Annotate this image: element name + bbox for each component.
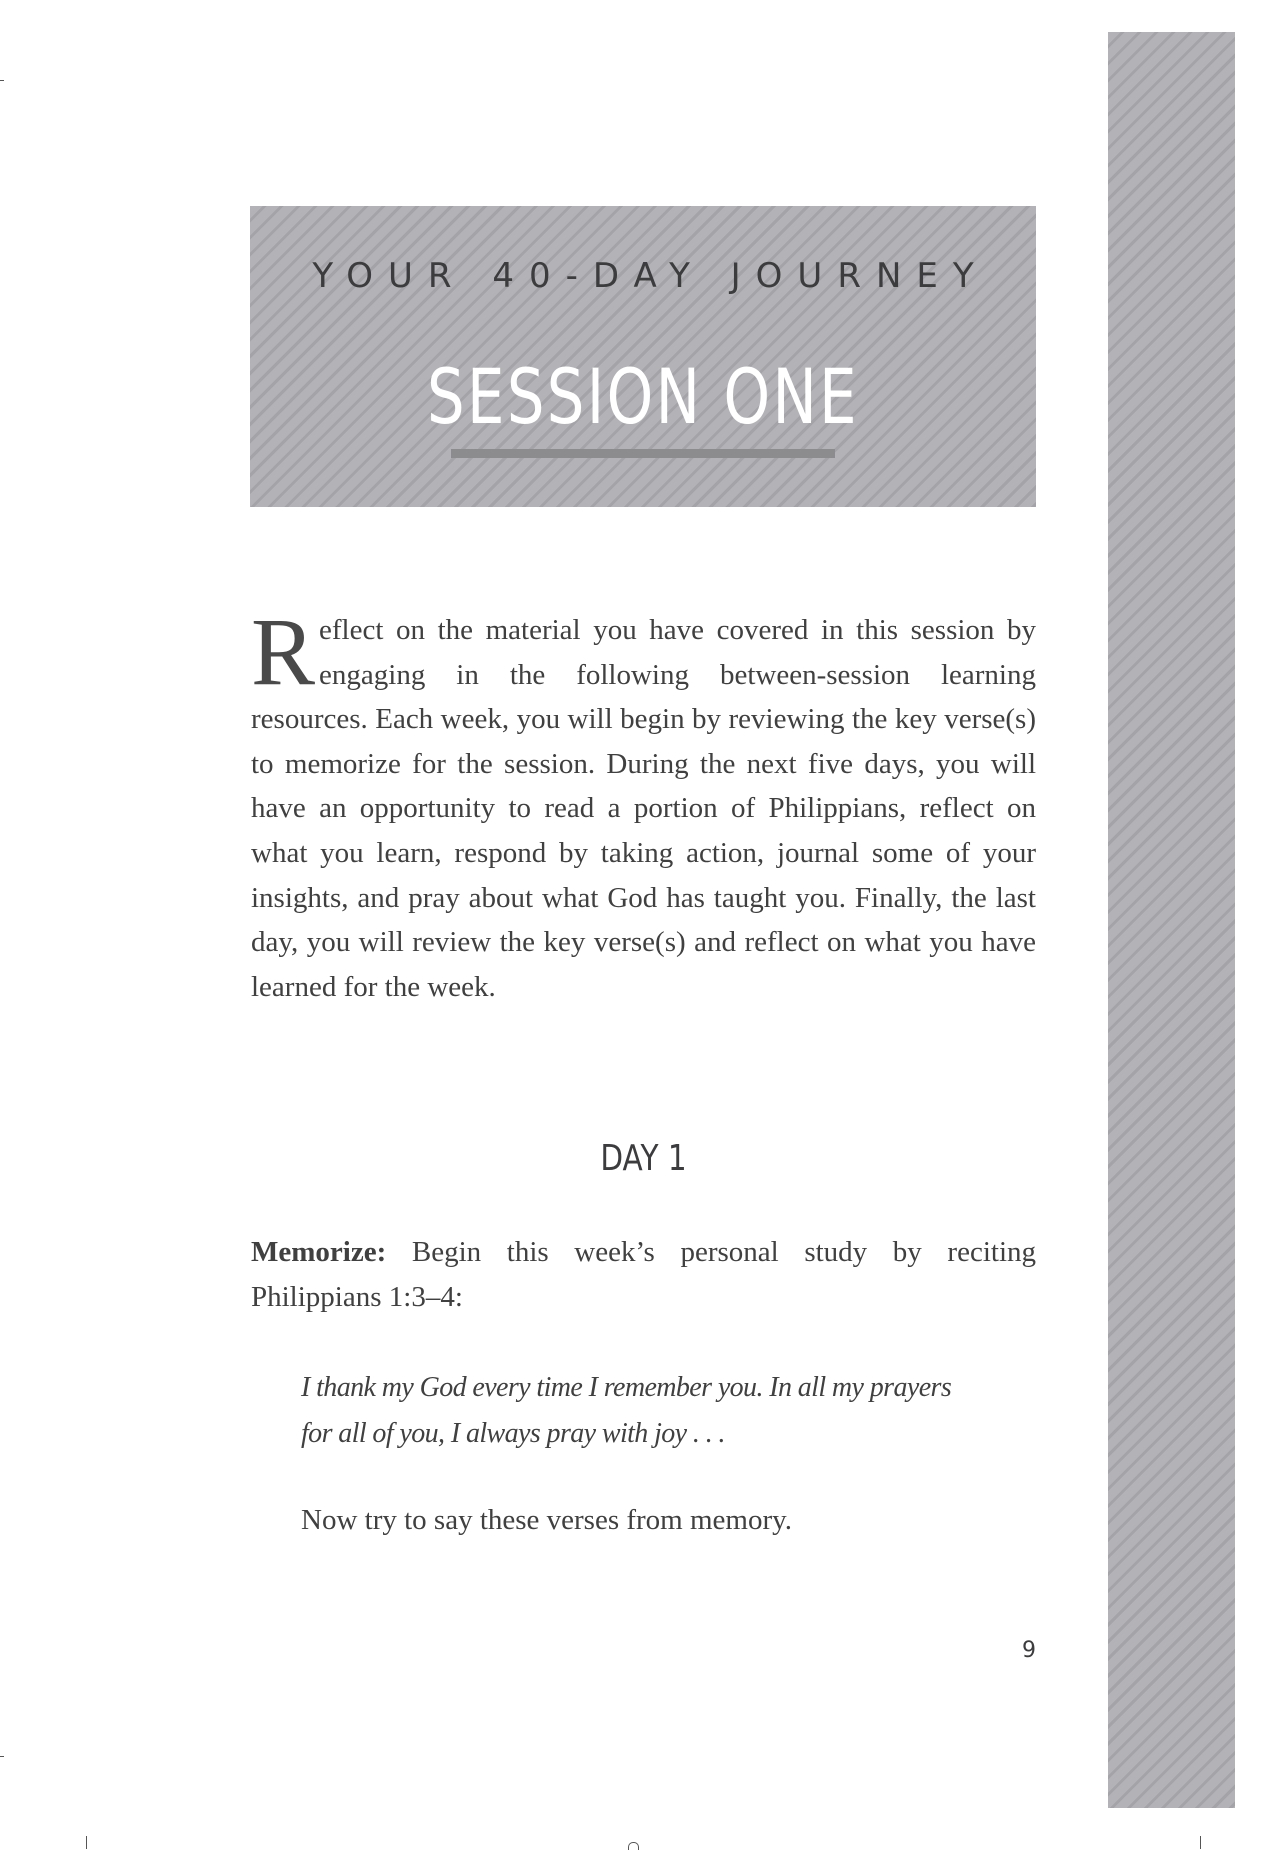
session-header: [250, 206, 1036, 507]
drop-cap: R: [251, 598, 316, 705]
crop-mark: [1200, 1836, 1201, 1849]
page-number: 9: [1022, 1638, 1036, 1663]
day-heading: DAY 1: [600, 1138, 687, 1179]
crop-mark: [86, 1836, 87, 1849]
intro-text: eflect on the material you have covered in this session by engaging in the following between-session learning resources. Each week, you will begin by reviewing the key verse(s) to memorize for the session. During the next five days, you will have an opportunity to read a portion of Philippians, reflect on what you learn, respond by taking action, journal some of your insights, and pray about what God has taught you. Finally, the last day, you will review the key verse(s) and reflect on what you have learned for the week.: [251, 614, 1036, 1003]
memorize-label: Memorize:: [251, 1236, 387, 1268]
side-decorative-band: [1108, 32, 1235, 1808]
memorize-paragraph: [251, 1230, 1036, 1319]
intro-paragraph: [251, 598, 1036, 1009]
memory-instruction: Now try to say these verses from memory.: [301, 1504, 793, 1536]
crop-mark: [0, 80, 4, 81]
key-verse: [301, 1365, 1001, 1457]
header-kicker: YOUR 40-DAY JOURNEY: [312, 256, 989, 296]
session-title: SESSION ONE: [427, 352, 859, 441]
memorize-text: Begin this week’s personal study by reciting Philippians 1:3–4:: [251, 1236, 1036, 1313]
verse-line: I thank my God every time I remember you. In all my prayers: [301, 1372, 952, 1403]
crop-mark: [0, 1756, 4, 1757]
title-underline: [451, 449, 835, 458]
verse-line: for all of you, I always pray with joy . . .: [301, 1418, 725, 1449]
